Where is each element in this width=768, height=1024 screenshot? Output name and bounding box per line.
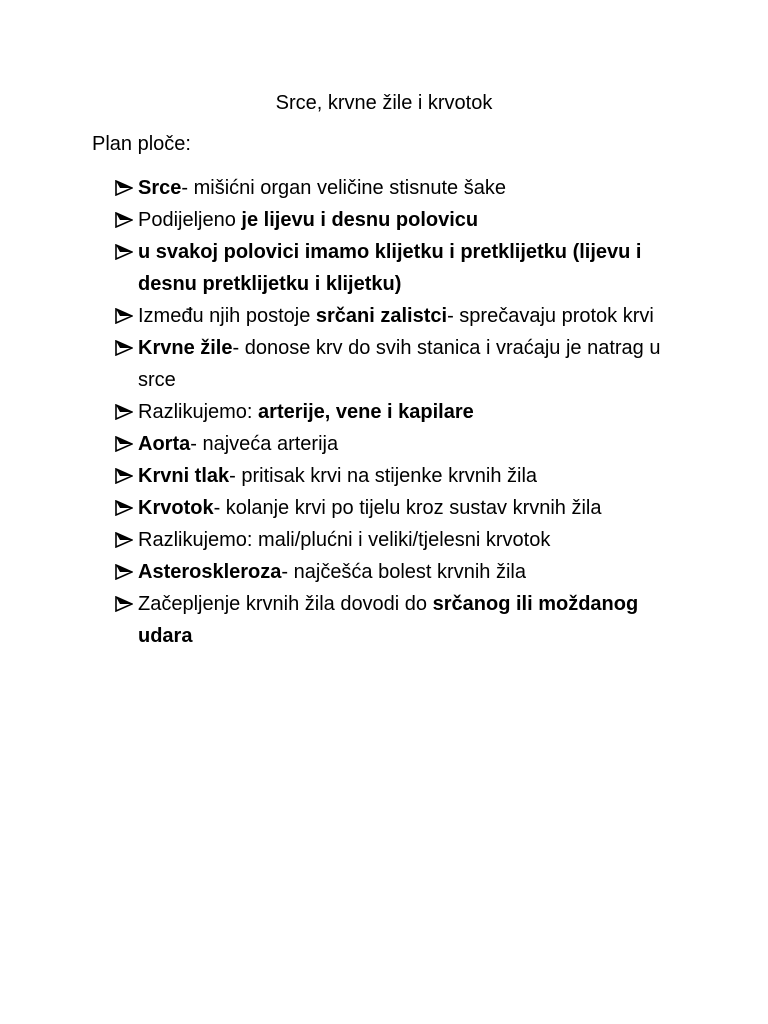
plain-text: - najčešća bolest krvnih žila: [281, 561, 526, 583]
plain-text: Razlikujemo: mali/plućni i veliki/tjelesni krvotok: [138, 529, 551, 551]
arrow-bullet-icon: [114, 236, 136, 268]
bold-text: Aorta: [138, 433, 191, 455]
plain-text: Podijeljeno: [138, 209, 242, 231]
bold-text: Krvni tlak: [138, 465, 230, 487]
list-item: [114, 556, 694, 588]
list-item-text: [138, 305, 654, 327]
bold-text: Krvne žile: [138, 337, 233, 359]
bold-text: Srce: [138, 177, 182, 199]
list-item: [114, 428, 694, 460]
bold-text: Asteroskleroza: [138, 561, 282, 583]
document-title: Srce, krvne žile i krvotok: [275, 92, 493, 114]
bold-text: arterije, vene i kapilare: [258, 401, 474, 423]
list-item-text: [138, 465, 537, 487]
list-item-text: [138, 593, 638, 647]
arrow-bullet-icon: [114, 300, 136, 332]
list-item-text: [138, 241, 642, 295]
list-item: [114, 332, 694, 396]
arrow-bullet-icon: [114, 332, 136, 364]
plan-label: Plan ploče:: [92, 133, 191, 155]
list-item: [114, 460, 694, 492]
list-item: [114, 396, 694, 428]
list-item-text: [138, 561, 526, 583]
list-item: [114, 300, 694, 332]
bold-text: Krvotok: [138, 497, 214, 519]
bold-text: je lijevu i desnu polovicu: [241, 209, 479, 231]
list-item: [114, 588, 694, 652]
arrow-bullet-icon: [114, 204, 136, 236]
plain-text: - najveća arterija: [190, 433, 339, 455]
plain-text: Začepljenje krvnih žila dovodi do: [138, 593, 433, 615]
list-item-text: [138, 209, 478, 231]
arrow-bullet-icon: [114, 428, 136, 460]
list-item-text: [138, 497, 602, 519]
list-item-text: [138, 337, 660, 391]
list-item-text: [138, 529, 550, 551]
bold-text: srčanog ili moždanog udara: [138, 593, 639, 647]
bold-text: srčani zalistci: [315, 305, 448, 327]
arrow-bullet-icon: [114, 524, 136, 556]
plain-text: - mišićni organ veličine stisnute šake: [181, 177, 506, 199]
arrow-bullet-icon: [114, 396, 136, 428]
arrow-bullet-icon: [114, 492, 136, 524]
arrow-bullet-icon: [114, 172, 136, 204]
arrow-bullet-icon: [114, 588, 136, 620]
list-item: [114, 524, 694, 556]
plain-text: - donose krv do svih stanica i vraćaju je natrag u srce: [138, 337, 661, 391]
list-item: [114, 236, 694, 300]
list-item: [114, 204, 694, 236]
arrow-bullet-icon: [114, 556, 136, 588]
list-item-text: [138, 433, 338, 455]
plain-text: - pritisak krvi na stijenke krvnih žila: [229, 465, 538, 487]
list-item: [114, 172, 694, 204]
list-item: [114, 492, 694, 524]
plain-text: - kolanje krvi po tijelu kroz sustav krvnih žila: [213, 497, 602, 519]
arrow-bullet-icon: [114, 460, 136, 492]
plain-text: Razlikujemo:: [138, 401, 259, 423]
list-item-text: [138, 401, 474, 423]
plain-text: - sprečavaju protok krvi: [447, 305, 654, 327]
list-item-text: [138, 177, 506, 199]
bullet-list: [114, 172, 694, 652]
plain-text: Između njih postoje: [138, 305, 316, 327]
bold-text: u svakoj polovici imamo klijetku i pretklijetku (lijevu i desnu pretklijetku i klijetku): [138, 241, 642, 295]
